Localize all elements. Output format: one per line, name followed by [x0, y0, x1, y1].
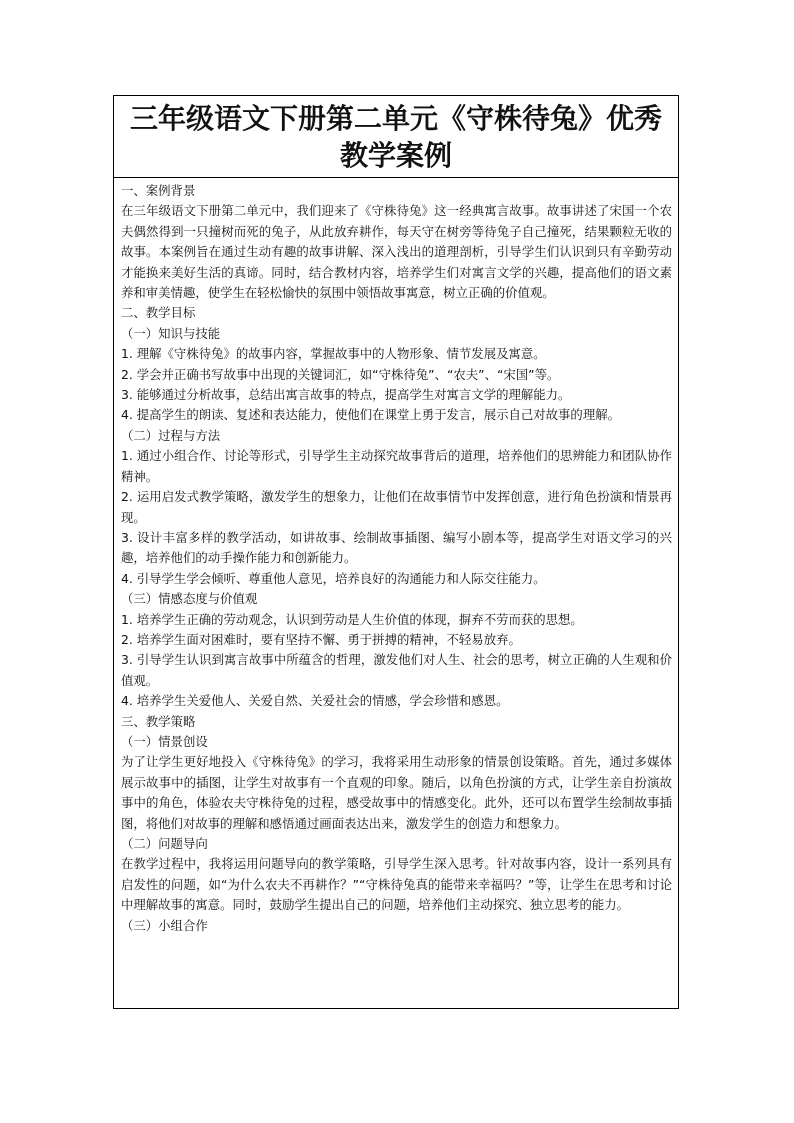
- list-item: 1. 理解《守株待兔》的故事内容，掌握故事中的人物形象、情节发展及寓意。: [121, 346, 546, 362]
- title-cell: [114, 96, 678, 178]
- paragraph: 为了让学生更好地投入《守株待兔》的学习，我将采用生动形象的情景创设策略。首先，通过多媒体展示故事中的插图，让学生对故事有一个直观的印象。随后，以角色扮演的方式，让学生亲自扮演故事中的角色，体验农夫守株待兔的过程，感受故事中的情感变化。此外，还可以布置学生绘制故事插图，将他们对故事的理解和感悟通过画面表达出来，激发学生的创造力和想象力。: [121, 754, 672, 831]
- subsection-heading: （二）问题导向: [121, 836, 208, 851]
- list-item: 4. 提高学生的朗读、复述和表达能力，使他们在课堂上勇于发言，展示自己对故事的理解。: [121, 407, 620, 423]
- list-item: 2. 培养学生面对困难时，要有坚持不懈、勇于拼搏的精神，不轻易放弃。: [121, 631, 521, 647]
- subsection-heading: （三）小组合作: [121, 917, 208, 933]
- document-title-line-2: 教学案例: [339, 139, 452, 172]
- list-item: 3. 引导学生认识到寓言故事中所蕴含的哲理，激发他们对人生、社会的思考，树立正确的人生观和价值观。: [121, 652, 672, 688]
- section-heading: 三、教学策略: [121, 713, 196, 729]
- list-item: 1. 培养学生正确的劳动观念，认识到劳动是人生价值的体现，摒弃不劳而获的思想。: [121, 611, 583, 627]
- subsection-heading: （二）过程与方法: [121, 427, 221, 443]
- paragraph: 在教学过程中，我将运用问题导向的教学策略，引导学生深入思考。针对故事内容，设计一系列具有启发性的问题，如“为什么农夫不再耕作？”“守株待兔真的能带来幸福吗？”等，让学生在思考和讨论中理解故事的寓意。同时，鼓励学生提出自己的问题，培养他们主动探究、独立思考的能力。: [121, 856, 672, 913]
- list-item: 4. 培养学生关爱他人、关爱自然、关爱社会的情感，学会珍惜和感恩。: [121, 693, 509, 709]
- list-item: 1. 通过小组合作、讨论等形式，引导学生主动探究故事背后的道理，培养他们的思辨能力和团队协作精神。: [121, 448, 672, 484]
- document-title-line-1: 三年级语文下册第二单元《守株待兔》优秀: [129, 102, 662, 135]
- section-heading: 一、案例背景: [121, 183, 196, 198]
- paragraph: 在三年级语文下册第二单元中，我们迎来了《守株待兔》这一经典寓言故事。故事讲述了宋国一个农夫偶然得到一只撞树而死的兔子，从此放弃耕作，每天守在树旁等待兔子自己撞死，结果颗粒无收的故事。本案例旨在通过生动有趣的故事讲解、深入浅出的道理剖析，引导学生们认识到只有辛勤劳动才能换来美好生活的真谛。同时，结合教材内容，培养学生们对寓言文学的兴趣，提高他们的语文素养和审美情趣，使学生在轻松愉快的氛围中领悟故事寓意，树立正确的价值观。: [121, 203, 672, 301]
- list-item: 2. 学会并正确书写故事中出现的关键词汇，如“守株待兔”、“农夫”、“宋国”等。: [121, 366, 560, 382]
- list-item: 2. 运用启发式教学策略，激发学生的想象力，让他们在故事情节中发挥创意，进行角色扮演和情景再现。: [121, 489, 672, 525]
- subsection-heading: （三）情感态度与价值观: [121, 591, 258, 607]
- subsection-heading: （一）情景创设: [121, 733, 208, 749]
- list-item: 3. 能够通过分析故事，总结出寓言故事的特点，提高学生对寓言文学的理解能力。: [121, 387, 571, 403]
- document-body: [114, 178, 678, 936]
- list-item: 3. 设计丰富多样的教学活动，如讲故事、绘制故事插图、编写小剧本等，提高学生对语文学习的兴趣，培养他们的动手操作能力和创新能力。: [121, 529, 672, 566]
- section-heading: 二、教学目标: [121, 305, 196, 321]
- document-frame: [113, 95, 679, 1009]
- list-item: 4. 引导学生学会倾听、尊重他人意见，培养良好的沟通能力和人际交往能力。: [121, 570, 546, 586]
- subsection-heading: （一）知识与技能: [121, 325, 221, 341]
